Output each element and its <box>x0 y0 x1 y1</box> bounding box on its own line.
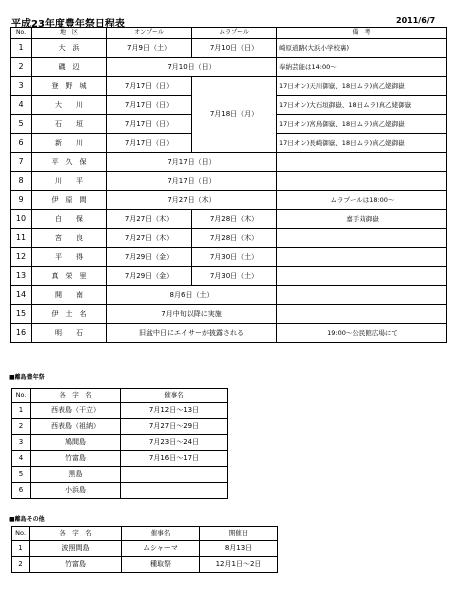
page-title: 平成23年度豊年祭日程表 <box>11 19 125 30</box>
row-no: 12 <box>11 248 32 267</box>
row-name: 西表島（干立） <box>31 403 121 419</box>
row-area: 新 川 <box>32 134 107 153</box>
header-note: 備 考 <box>277 28 447 39</box>
row-date: 8月13日 <box>200 541 278 557</box>
row-date: 7月10日（日） <box>107 58 277 77</box>
table-row <box>11 229 447 248</box>
row-area: 石 垣 <box>32 115 107 134</box>
header-no: No. <box>12 527 30 541</box>
row-note: 17日オン)宮鳥御嶽、18日ムラ)真乙姥御嶽 <box>277 115 447 134</box>
row-area: 磯 辺 <box>32 58 107 77</box>
header-date: 開催日 <box>200 527 278 541</box>
row-note: ムラプールは18:00～ <box>277 191 447 210</box>
header-on-pool: オンプール <box>107 28 192 39</box>
row-area: 平 得 <box>32 248 107 267</box>
row-area: 伊 土 名 <box>32 305 107 324</box>
row-mura-pool: 7月10日（日） <box>192 39 277 58</box>
table-row <box>11 248 447 267</box>
table-row <box>11 286 447 305</box>
row-no: 1 <box>12 541 30 557</box>
row-name: 黒島 <box>31 467 121 483</box>
row-name: 小浜島 <box>31 483 121 499</box>
header-event: 催事名 <box>122 527 200 541</box>
row-no: 11 <box>11 229 32 248</box>
row-note: 17日オン)長崎御嶽、18日ムラ)真乙姥御嶽 <box>277 134 447 153</box>
row-no: 13 <box>11 267 32 286</box>
row-mura-pool: 7月18日（月） <box>192 77 277 153</box>
table-row <box>11 305 447 324</box>
row-area: 平 久 保 <box>32 153 107 172</box>
row-note: 奉納芸能は14:00～ <box>277 58 447 77</box>
row-no: 4 <box>11 96 32 115</box>
row-date: 7月27日（木） <box>107 191 277 210</box>
row-name: 波照間島 <box>30 541 122 557</box>
island-harvest-table <box>11 388 228 499</box>
row-on-pool: 7月29日（金） <box>107 248 192 267</box>
header-no: No. <box>11 28 32 39</box>
header-event: 催事名 <box>121 389 228 403</box>
row-no: 2 <box>12 557 30 573</box>
row-no: 1 <box>12 403 31 419</box>
row-area: 川 平 <box>32 172 107 191</box>
row-area: 開 南 <box>32 286 107 305</box>
table-row <box>11 39 447 58</box>
table-row <box>12 419 228 435</box>
row-area: 明 石 <box>32 324 107 343</box>
table-row <box>11 153 447 172</box>
row-note <box>277 305 447 324</box>
row-name: 鳩間島 <box>31 435 121 451</box>
row-no: 15 <box>11 305 32 324</box>
table-row <box>12 557 278 573</box>
row-on-pool: 7月17日（日） <box>107 115 192 134</box>
row-note <box>277 286 447 305</box>
island-other-table <box>11 526 278 573</box>
row-name: 西表島（祖納） <box>31 419 121 435</box>
header-area: 地 区 <box>32 28 107 39</box>
row-note: 崎原道路(大浜小学校裏) <box>277 39 447 58</box>
row-date: 7月中旬以降に実施 <box>107 305 277 324</box>
table-row <box>11 324 447 343</box>
table-row <box>12 435 228 451</box>
row-no: 5 <box>12 467 31 483</box>
row-on-pool: 7月17日（日） <box>107 96 192 115</box>
row-area: 伊 原 間 <box>32 191 107 210</box>
row-no: 2 <box>12 419 31 435</box>
row-mura-pool: 7月28日（木） <box>192 210 277 229</box>
document-date: 2011/6/7 <box>396 16 436 25</box>
row-note <box>277 248 447 267</box>
row-on-pool: 7月27日（木） <box>107 210 192 229</box>
row-note <box>277 267 447 286</box>
row-no: 8 <box>11 172 32 191</box>
row-no: 2 <box>11 58 32 77</box>
table-row <box>12 451 228 467</box>
table-row <box>12 403 228 419</box>
row-note <box>277 172 447 191</box>
table-row <box>12 483 228 499</box>
row-note: 嘉手苅御嶽 <box>277 210 447 229</box>
row-date: 旧盆中日にエイサーが披露される <box>107 324 277 343</box>
row-area: 真 栄 里 <box>32 267 107 286</box>
row-area: 登 野 城 <box>32 77 107 96</box>
section-heading-island-harvest: ■離島豊年祭 <box>9 374 45 381</box>
row-no: 1 <box>11 39 32 58</box>
row-note <box>277 229 447 248</box>
row-date: 8月6日（土） <box>107 286 277 305</box>
header-name: 各 字 名 <box>31 389 121 403</box>
row-name: 竹富島 <box>30 557 122 573</box>
row-date: 12月1日～2日 <box>200 557 278 573</box>
row-date: 7月23日～24日 <box>121 435 228 451</box>
row-note: 17日オン)天川御嶽、18日ムラ)真乙姥御嶽 <box>277 77 447 96</box>
table-row <box>11 267 447 286</box>
table-row <box>11 191 447 210</box>
row-date: 7月17日（日） <box>107 153 277 172</box>
row-area: 大 川 <box>32 96 107 115</box>
row-no: 7 <box>11 153 32 172</box>
row-no: 3 <box>11 77 32 96</box>
row-no: 5 <box>11 115 32 134</box>
table-row <box>11 77 447 96</box>
header-mura-pool: ムラプール <box>192 28 277 39</box>
section-heading-island-other: ■離島その他 <box>9 516 45 523</box>
row-date <box>121 467 228 483</box>
table-row <box>12 541 278 557</box>
row-event: 種取祭 <box>122 557 200 573</box>
row-date: 7月12日～13日 <box>121 403 228 419</box>
row-no: 6 <box>12 483 31 499</box>
row-area: 白 保 <box>32 210 107 229</box>
row-date: 7月27日～29日 <box>121 419 228 435</box>
row-mura-pool: 7月28日（木） <box>192 229 277 248</box>
row-no: 3 <box>12 435 31 451</box>
row-date <box>121 483 228 499</box>
row-area: 大 浜 <box>32 39 107 58</box>
header-no: No. <box>12 389 31 403</box>
row-mura-pool: 7月30日（土） <box>192 248 277 267</box>
row-on-pool: 7月17日（日） <box>107 77 192 96</box>
table-row <box>11 58 447 77</box>
row-no: 6 <box>11 134 32 153</box>
row-no: 4 <box>12 451 31 467</box>
row-no: 16 <box>11 324 32 343</box>
table-row <box>12 467 228 483</box>
table-row <box>11 210 447 229</box>
row-on-pool: 7月17日（日） <box>107 134 192 153</box>
festival-schedule-table <box>10 27 447 343</box>
table-header-row <box>11 28 447 39</box>
row-no: 9 <box>11 191 32 210</box>
row-note: 19:00～公民館広場にて <box>277 324 447 343</box>
row-note: 17日オン)大石垣御嶽、18日ムラ)真乙姥御嶽 <box>277 96 447 115</box>
table-header-row <box>12 389 228 403</box>
table-header-row <box>12 527 278 541</box>
row-date: 7月16日～17日 <box>121 451 228 467</box>
row-on-pool: 7月9日（土） <box>107 39 192 58</box>
row-name: 竹富島 <box>31 451 121 467</box>
row-on-pool: 7月27日（木） <box>107 229 192 248</box>
header-name: 各 字 名 <box>30 527 122 541</box>
row-note <box>277 153 447 172</box>
row-date: 7月17日（日） <box>107 172 277 191</box>
row-no: 14 <box>11 286 32 305</box>
row-mura-pool: 7月30日（土） <box>192 267 277 286</box>
row-event: ムシャーマ <box>122 541 200 557</box>
table-row <box>11 172 447 191</box>
row-no: 10 <box>11 210 32 229</box>
row-on-pool: 7月29日（金） <box>107 267 192 286</box>
row-area: 宮 良 <box>32 229 107 248</box>
